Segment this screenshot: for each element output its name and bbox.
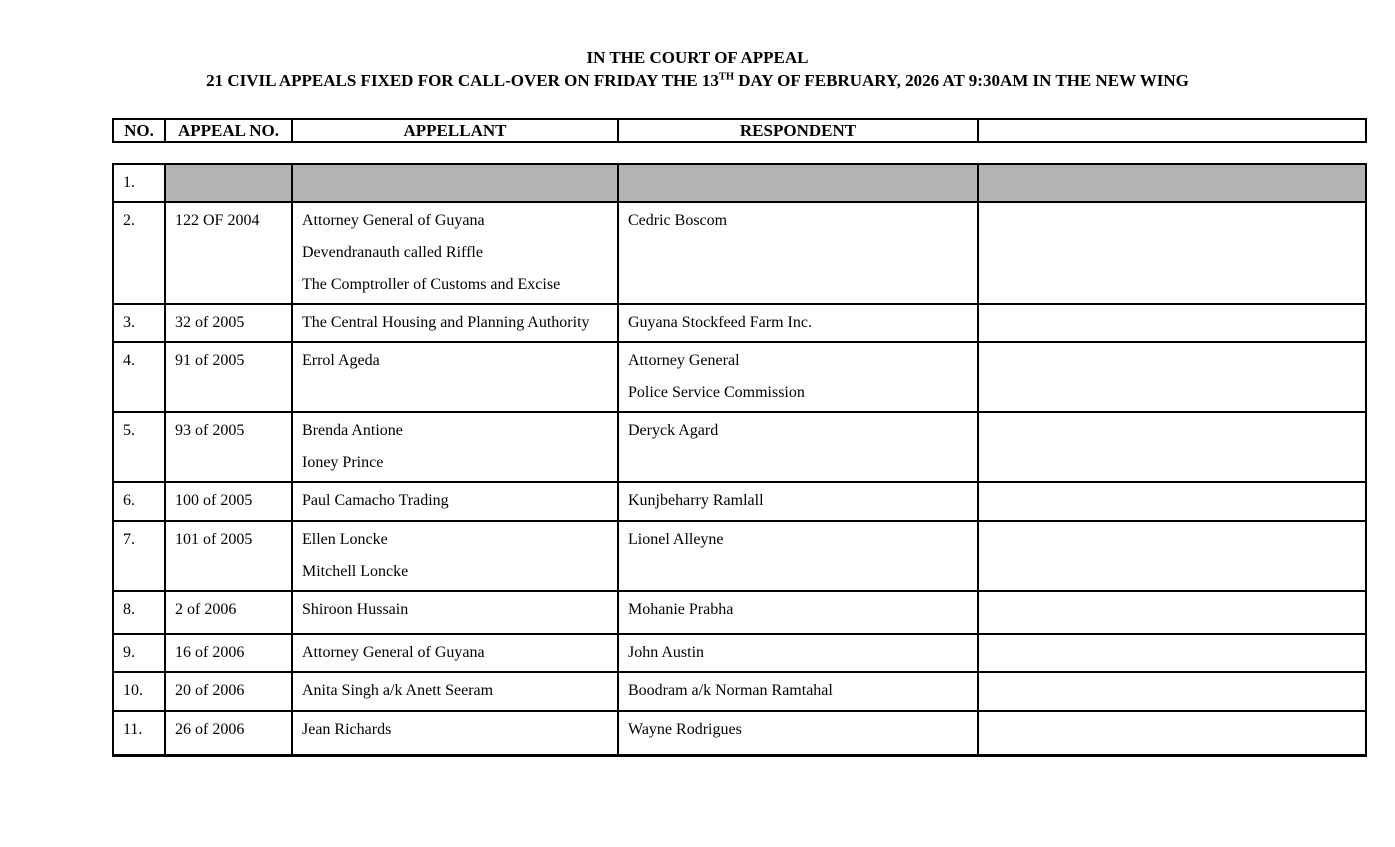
cell-appeal-no-line: 26 of 2006 <box>175 721 245 738</box>
call-over-header-table <box>112 118 1367 143</box>
cell-appellant-line: Attorney General of Guyana <box>302 644 485 661</box>
cell-respondent <box>618 202 978 304</box>
cell-no <box>113 412 165 482</box>
cell-appellant <box>292 711 618 755</box>
cell-appellant <box>292 672 618 711</box>
table-row <box>113 202 1366 304</box>
cell-appellant <box>292 342 618 412</box>
title-line-1: IN THE COURT OF APPEAL <box>586 48 809 67</box>
cell-respondent-line: Kunjbeharry Ramlall <box>628 492 764 509</box>
cell-appeal-no <box>165 202 292 304</box>
document-title <box>0 0 1395 92</box>
cell-appeal-no-line: 20 of 2006 <box>175 682 245 699</box>
cell-no <box>113 202 165 304</box>
cell-extra <box>978 521 1366 591</box>
cell-no-line: 10. <box>123 682 143 699</box>
cell-appeal-no-line: 93 of 2005 <box>175 422 245 439</box>
cell-respondent <box>618 634 978 672</box>
cell-respondent-line: Boodram a/k Norman Ramtahal <box>628 682 833 699</box>
cell-extra <box>978 591 1366 634</box>
table-row <box>113 482 1366 521</box>
table-row <box>113 672 1366 711</box>
cell-no-line: 11. <box>123 721 143 738</box>
cell-appellant-line: Attorney General of Guyana <box>302 212 485 229</box>
cell-appeal-no-line: 101 of 2005 <box>175 531 253 548</box>
cell-no <box>113 521 165 591</box>
cell-appeal-no <box>165 412 292 482</box>
cell-appeal-no <box>165 591 292 634</box>
cell-respondent <box>618 412 978 482</box>
table-row <box>113 634 1366 672</box>
cell-appeal-no <box>165 342 292 412</box>
cell-respondent <box>618 304 978 342</box>
cell-no <box>113 672 165 711</box>
cell-appellant-line: The Central Housing and Planning Authority <box>302 314 590 331</box>
cell-appellant-line: Ellen Loncke <box>302 531 388 548</box>
cell-appellant-line: Mitchell Loncke <box>302 563 409 580</box>
title-line-2-prefix: 21 CIVIL APPEALS FIXED FOR CALL-OVER ON FRIDAY THE 13 <box>206 71 719 90</box>
cell-no-line: 1. <box>123 174 135 191</box>
cell-appellant-line: Anita Singh a/k Anett Seeram <box>302 682 494 699</box>
table-row <box>113 521 1366 591</box>
cell-respondent <box>618 482 978 521</box>
cell-no <box>113 711 165 755</box>
cell-no-line: 8. <box>123 601 135 618</box>
cell-appellant-line: Ioney Prince <box>302 454 384 471</box>
cell-appeal-no <box>165 711 292 755</box>
cell-respondent <box>618 672 978 711</box>
title-line-2 <box>0 69 1395 92</box>
cell-no <box>113 482 165 521</box>
cell-no <box>113 342 165 412</box>
cell-no <box>113 164 165 202</box>
table-row <box>113 591 1366 634</box>
cell-appellant-line: Jean Richards <box>302 721 392 738</box>
call-over-table-body <box>113 164 1366 755</box>
header-col-extra <box>978 119 1366 142</box>
cell-appeal-no <box>165 304 292 342</box>
table-row <box>113 304 1366 342</box>
cell-respondent-line: John Austin <box>628 644 705 661</box>
header-col-appellant: APPELLANT <box>292 119 618 142</box>
cell-respondent-line: Deryck Agard <box>628 422 719 439</box>
cell-appeal-no-line: 16 of 2006 <box>175 644 245 661</box>
cell-no-line: 6. <box>123 492 135 509</box>
cell-respondent <box>618 521 978 591</box>
table-row <box>113 342 1366 412</box>
cell-respondent-line: Police Service Commission <box>628 384 805 401</box>
cell-no-line: 4. <box>123 352 135 369</box>
cell-appellant <box>292 164 618 202</box>
cell-appellant-line: Errol Ageda <box>302 352 380 369</box>
cell-respondent-line: Cedric Boscom <box>628 212 728 229</box>
cell-extra <box>978 634 1366 672</box>
cell-extra <box>978 202 1366 304</box>
cell-respondent <box>618 591 978 634</box>
header-col-no: NO. <box>113 119 165 142</box>
cell-extra <box>978 711 1366 755</box>
cell-appellant-line: Devendranauth called Riffle <box>302 244 483 261</box>
cell-appeal-no-line: 122 OF 2004 <box>175 212 260 229</box>
cell-extra <box>978 342 1366 412</box>
cell-respondent-line: Lionel Alleyne <box>628 531 724 548</box>
cell-no <box>113 304 165 342</box>
cell-appeal-no <box>165 634 292 672</box>
cell-appellant <box>292 482 618 521</box>
cell-respondent-line: Wayne Rodrigues <box>628 721 742 738</box>
cell-no-line: 3. <box>123 314 135 331</box>
cell-no-line: 5. <box>123 422 135 439</box>
cell-appellant <box>292 412 618 482</box>
cell-respondent-line: Mohanie Prabha <box>628 601 734 618</box>
header-col-respondent: RESPONDENT <box>618 119 978 142</box>
cell-no-line: 9. <box>123 644 135 661</box>
table-row <box>113 711 1366 755</box>
cell-no-line: 2. <box>123 212 135 229</box>
cell-extra <box>978 304 1366 342</box>
cell-respondent <box>618 164 978 202</box>
cell-extra <box>978 672 1366 711</box>
cell-extra <box>978 412 1366 482</box>
cell-appellant-line: Paul Camacho Trading <box>302 492 449 509</box>
cell-respondent-line: Guyana Stockfeed Farm Inc. <box>628 314 812 331</box>
cell-extra <box>978 482 1366 521</box>
table-row <box>113 164 1366 202</box>
cell-respondent <box>618 342 978 412</box>
cell-appellant-line: Shiroon Hussain <box>302 601 409 618</box>
cell-respondent-line: Attorney General <box>628 352 740 369</box>
title-line-2-suffix: DAY OF FEBRUARY, 2026 AT 9:30AM IN THE NEW WING <box>734 71 1189 90</box>
cell-appeal-no-line: 100 of 2005 <box>175 492 253 509</box>
cell-appeal-no <box>165 521 292 591</box>
table-row <box>113 412 1366 482</box>
cell-extra <box>978 164 1366 202</box>
cell-appellant <box>292 202 618 304</box>
cell-no <box>113 591 165 634</box>
cell-no-line: 7. <box>123 531 135 548</box>
cell-appellant <box>292 521 618 591</box>
header-row <box>113 119 1366 142</box>
header-col-appeal-no: APPEAL NO. <box>165 119 292 142</box>
cell-appeal-no-line: 32 of 2005 <box>175 314 245 331</box>
cell-appellant <box>292 304 618 342</box>
cell-appeal-no <box>165 164 292 202</box>
cell-appeal-no-line: 2 of 2006 <box>175 601 237 618</box>
cell-appellant-line: Brenda Antione <box>302 422 403 439</box>
cell-appellant <box>292 634 618 672</box>
cell-no <box>113 634 165 672</box>
title-line-2-ordinal: TH <box>718 71 735 83</box>
cell-appellant-line: The Comptroller of Customs and Excise <box>302 276 561 293</box>
cell-respondent <box>618 711 978 755</box>
cell-appellant <box>292 591 618 634</box>
call-over-table <box>112 163 1367 757</box>
cell-appeal-no-line: 91 of 2005 <box>175 352 245 369</box>
cell-appeal-no <box>165 672 292 711</box>
cell-appeal-no <box>165 482 292 521</box>
